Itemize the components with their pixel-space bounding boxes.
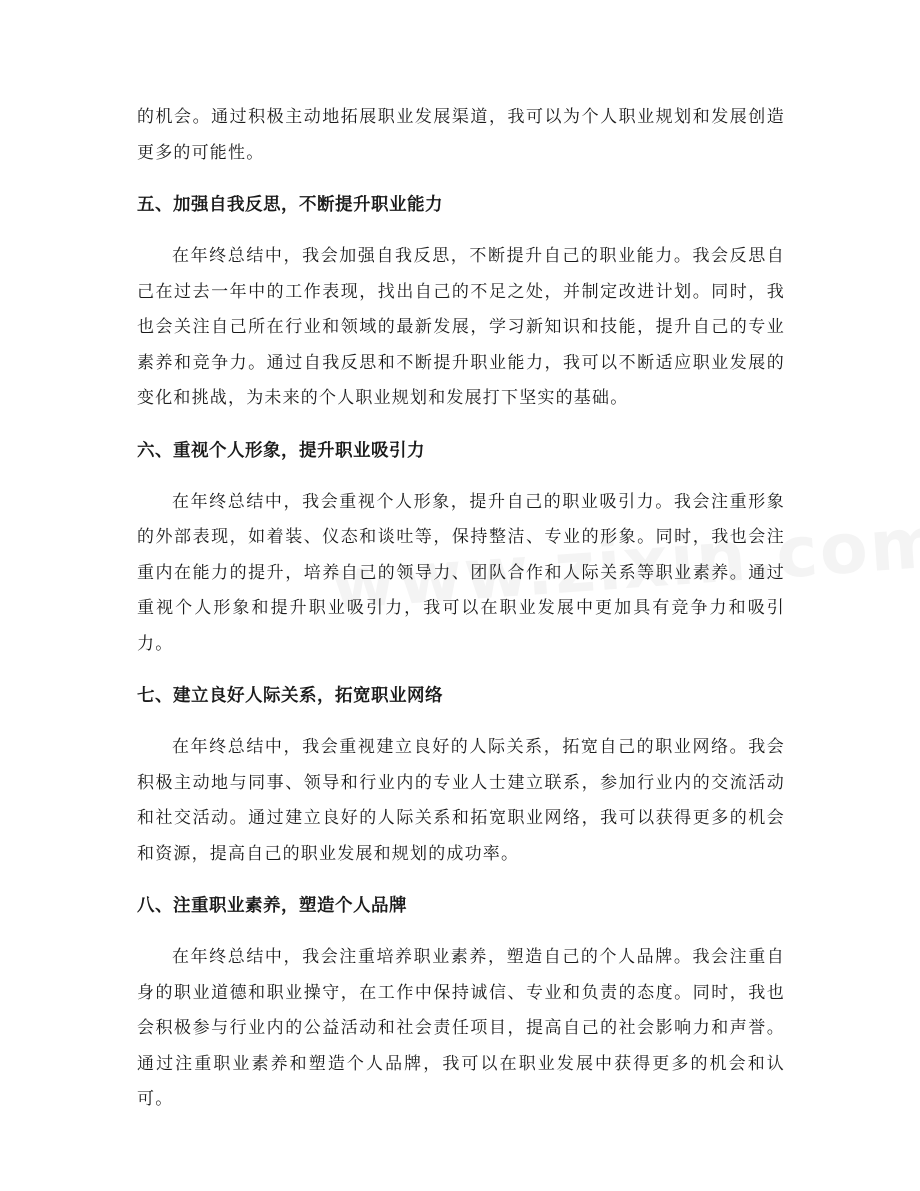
section-heading-7: 七、建立良好人际关系，拓宽职业网络 [137, 686, 443, 706]
intro-paragraph: 的机会。通过积极主动地拓展职业发展渠道，我可以为个人职业规划和发展创造更多的可能性。 [137, 107, 785, 163]
section-heading-5: 五、加强自我反思，不断提升职业能力 [137, 195, 443, 215]
section-heading-8: 八、注重职业素养，塑造个人品牌 [137, 896, 407, 916]
section-heading-6: 六、重视个人形象，提升职业吸引力 [137, 440, 425, 461]
document-body [137, 100, 785, 1118]
section-body-7: 在年终总结中，我会重视建立良好的人际关系，拓宽自己的职业网络。我会积极主动地与同事、领导和行业内的专业人士建立联系，参加行业内的交流活动和社交活动。通过建立良好的人际关系和拓宽职业网络，我可以获得更多的机会和资源，提高自己的职业发展和规划的成功率。 [137, 737, 785, 864]
section-body-6: 在年终总结中，我会重视个人形象，提升自己的职业吸引力。我会注重形象的外部表现，如着装、仪态和谈吐等，保持整洁、专业的形象。同时，我也会注重内在能力的提升，培养自己的领导力、团队合作和人际关系等职业素养。通过重视个人形象和提升职业吸引力，我可以在职业发展中更加具有竞争力和吸引力。 [137, 491, 785, 654]
section-body-8: 在年终总结中，我会注重培养职业素养，塑造自己的个人品牌。我会注重自身的职业道德和职业操守，在工作中保持诚信、专业和负责的态度。同时，我也会积极参与行业内的公益活动和社会责任项目，提高自己的社会影响力和声誉。通过注重职业素养和塑造个人品牌，我可以在职业发展中获得更多的机会和认可。 [137, 947, 785, 1109]
section-body-5: 在年终总结中，我会加强自我反思，不断提升自己的职业能力。我会反思自己在过去一年中的工作表现，找出自己的不足之处，并制定改进计划。同时，我也会关注自己所在行业和领域的最新发展，学习新知识和技能，提升自己的专业素养和竞争力。通过自我反思和不断提升职业能力，我可以不断适应职业发展的变化和挑战，为未来的个人职业规划和发展打下坚实的基础。 [137, 246, 785, 408]
